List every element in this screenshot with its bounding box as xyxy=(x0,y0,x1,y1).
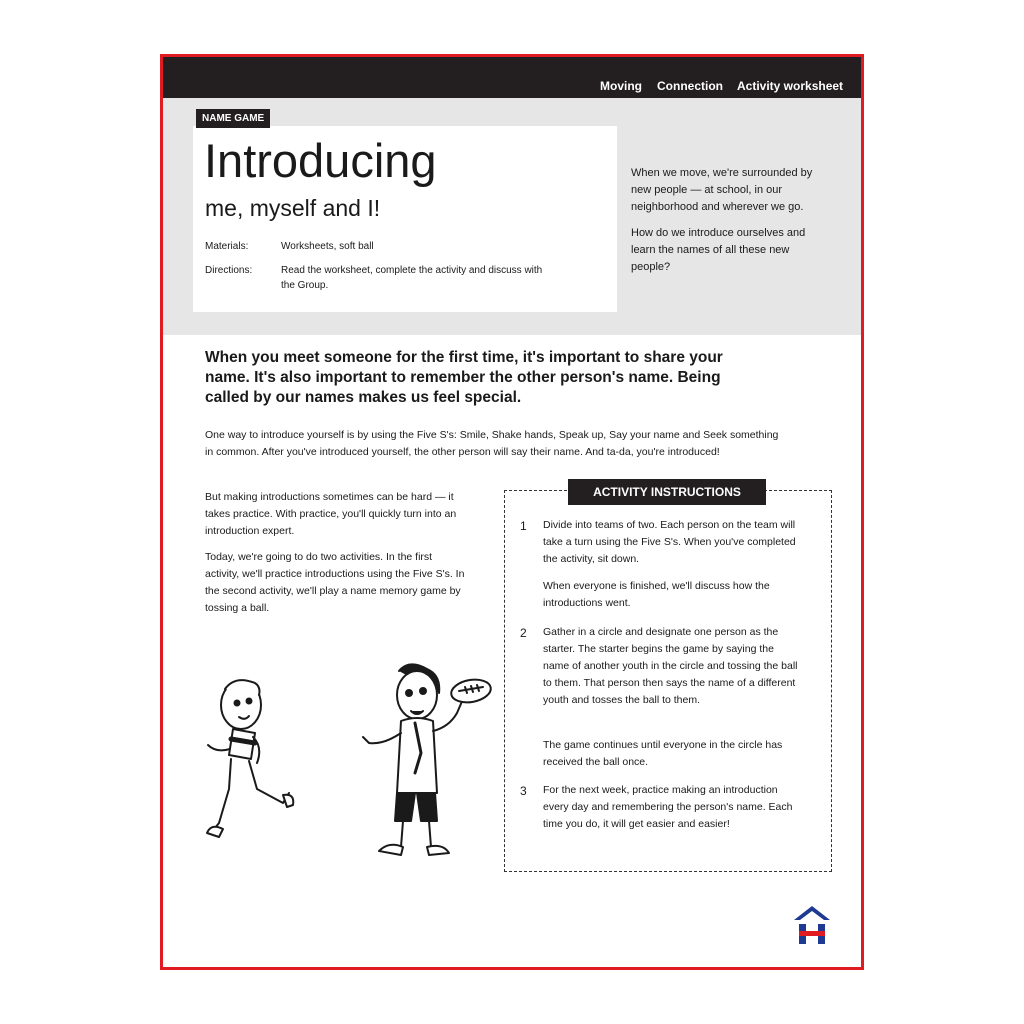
nav-item-activity-worksheet[interactable]: Activity worksheet xyxy=(737,79,844,93)
lead-paragraph: When you meet someone for the first time, it's important to share your name. It's also important to remember the other person's name. Being called by our names makes us feel special. xyxy=(205,349,723,406)
nav-item-moving[interactable]: Moving xyxy=(600,79,642,93)
step-2-extra: The game continues until everyone in the circle has received the ball once. xyxy=(543,739,783,768)
house-logo-icon xyxy=(790,902,834,946)
body-paragraph-1: One way to introduce yourself is by using the Five S's: Smile, Shake hands, Speak up, Say your name and Seek something in common. After you've introduced yourself, the other person will say their name. And ta-da, you're introduced! xyxy=(205,429,779,458)
step-1-text: Divide into teams of two. Each person on the team will take a turn using the Five S's. When you've completed the activity, sit down. xyxy=(543,519,796,565)
materials-value: Worksheets, soft ball xyxy=(281,241,374,252)
category-tag: NAME GAME xyxy=(196,109,270,128)
directions-label: Directions: xyxy=(205,265,253,276)
step-3-text: For the next week, practice making an introduction every day and remembering the person's name. Each time you do, it will get easier and easier! xyxy=(543,784,793,830)
worksheet-page xyxy=(160,54,864,970)
step-2-number: 2 xyxy=(520,626,527,640)
activity-heading: ACTIVITY INSTRUCTIONS xyxy=(568,479,766,505)
top-nav-bar xyxy=(163,57,861,98)
running-boy-illustration xyxy=(203,667,303,867)
page-title: Introducing xyxy=(204,134,437,187)
step-1-number: 1 xyxy=(520,519,527,533)
man-with-football-illustration xyxy=(359,661,509,871)
body-paragraph-2: But making introductions sometimes can be hard — it takes practice. With practice, you'll quickly turn into an introduction expert. xyxy=(205,491,457,537)
intro-paragraph-2: How do we introduce ourselves and learn the names of all these new people? xyxy=(631,227,806,273)
materials-label: Materials: xyxy=(205,241,249,252)
body-paragraph-3: Today, we're going to do two activities. In the first activity, we'll practice introductions using the Five S's. In the second activity, we'll play a name memory game by tossing a ball. xyxy=(205,551,465,614)
intro-paragraph-1: When we move, we're surrounded by new people — at school, in our neighborhood and wherever we go. xyxy=(631,167,813,213)
page-subtitle: me, myself and I! xyxy=(205,195,381,221)
step-2-text: Gather in a circle and designate one person as the starter. The starter begins the game by saying the name of another youth in the circle and tossing the ball to them. That person then says the name of a different youth and tosses the ball to them. xyxy=(543,626,798,706)
nav-item-connection[interactable]: Connection xyxy=(657,79,723,93)
step-1-extra: When everyone is finished, we'll discuss how the introductions went. xyxy=(543,580,770,609)
directions-value: Read the worksheet, complete the activity and discuss with the Group. xyxy=(281,265,543,291)
step-3-number: 3 xyxy=(520,784,527,798)
